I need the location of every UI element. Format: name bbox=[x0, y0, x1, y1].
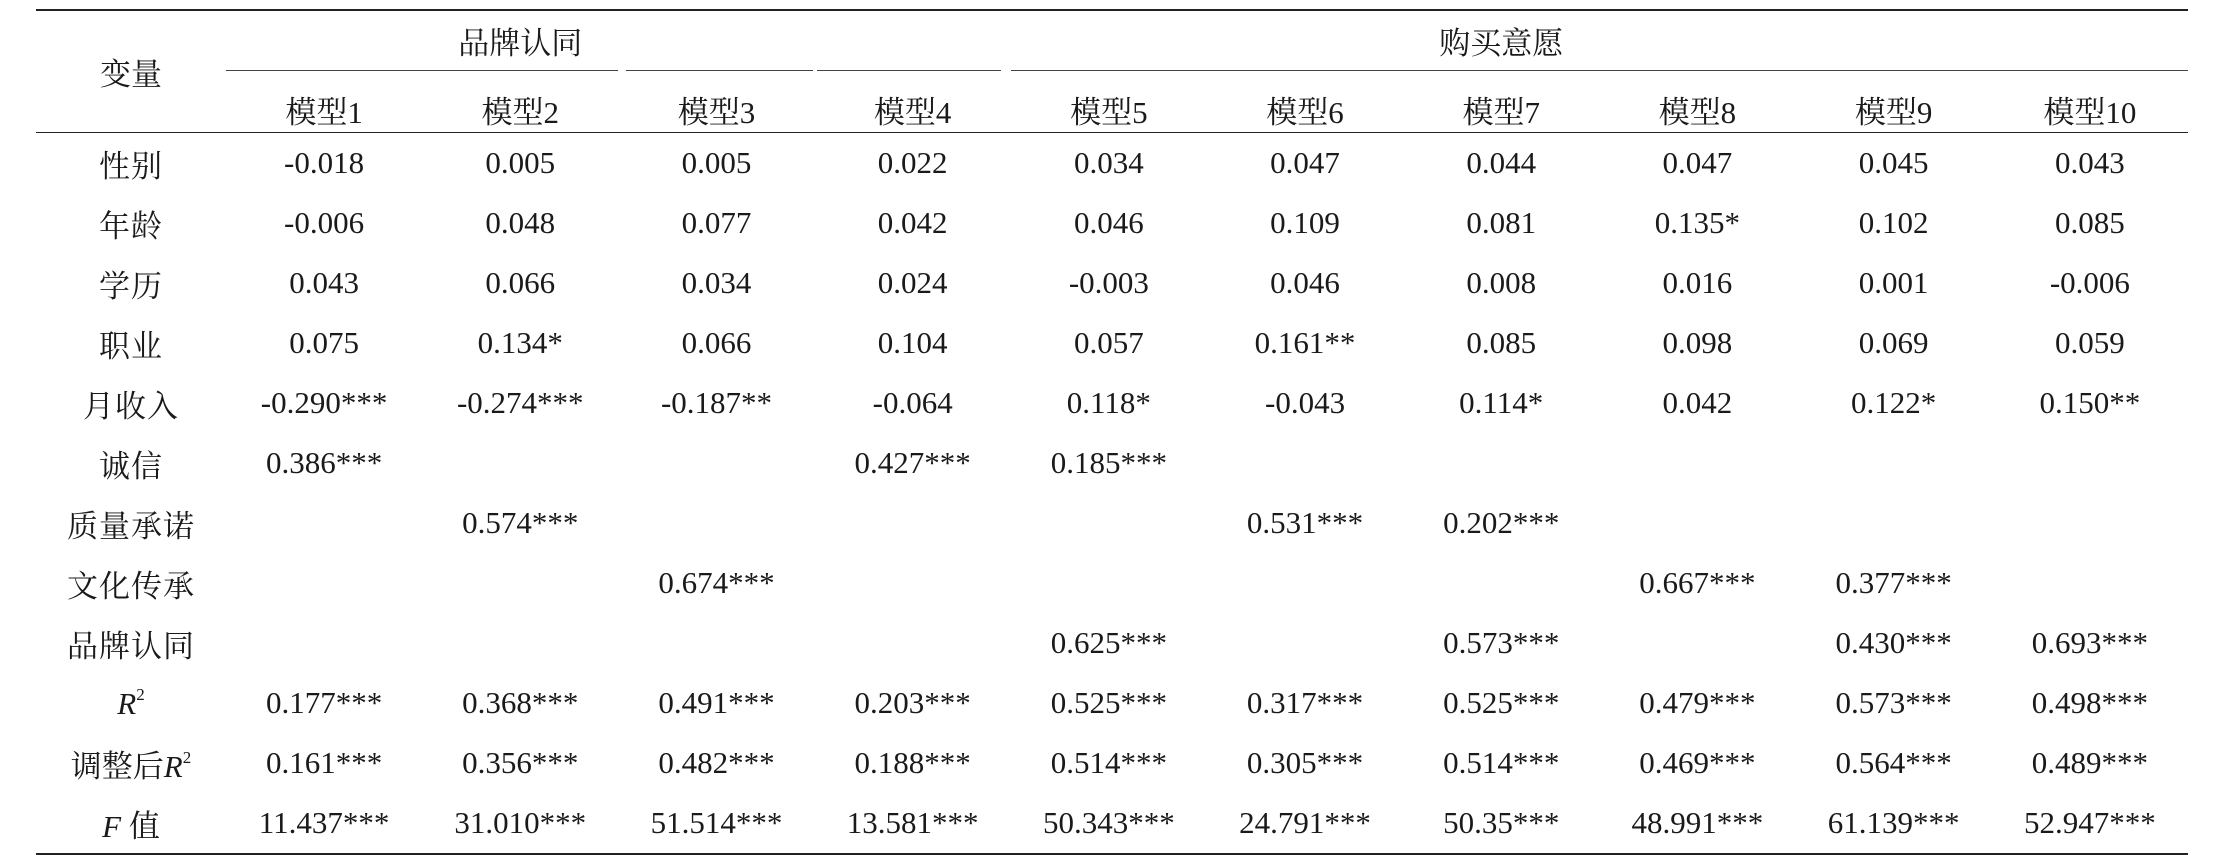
table-cell: 0.667*** bbox=[1639, 565, 1756, 600]
table-cell bbox=[1011, 553, 1207, 613]
model-header bbox=[1403, 70, 1599, 133]
row-label: 文化传承 bbox=[67, 568, 195, 604]
table-cell: 0.114* bbox=[1459, 385, 1544, 420]
table-row bbox=[36, 253, 2188, 313]
table-cell: -0.006 bbox=[2049, 265, 2130, 300]
table-cell: 0.008 bbox=[1466, 265, 1537, 300]
table-cell: 0.005 bbox=[485, 145, 556, 180]
group-underline bbox=[1011, 70, 1207, 71]
table-cell: 0.574*** bbox=[462, 505, 579, 540]
table-cell: 0.042 bbox=[877, 205, 948, 240]
table-cell: 0.427*** bbox=[854, 445, 971, 480]
table-cell: 0.001 bbox=[1858, 265, 1929, 300]
table-cell: 0.525*** bbox=[1443, 685, 1560, 720]
table-cell bbox=[1992, 493, 2188, 553]
table-cell bbox=[1599, 493, 1795, 553]
table-row bbox=[36, 433, 2188, 493]
table-cell: 0.047 bbox=[1662, 145, 1733, 180]
table-cell bbox=[422, 433, 618, 493]
table-cell: 0.514*** bbox=[1443, 745, 1560, 780]
table-cell: 0.043 bbox=[289, 265, 359, 300]
model-header bbox=[1992, 70, 2188, 133]
model-label: 模型7 bbox=[1462, 95, 1540, 130]
table-cell bbox=[226, 613, 422, 673]
stat-row-adj-r2 bbox=[36, 733, 2188, 793]
table-cell: -0.003 bbox=[1068, 265, 1149, 300]
table-cell bbox=[422, 613, 618, 673]
stat-row-f bbox=[36, 793, 2188, 854]
table-cell: 0.491*** bbox=[658, 685, 775, 720]
table-row bbox=[36, 193, 2188, 253]
table-cell: 0.034 bbox=[681, 265, 752, 300]
table-cell bbox=[1207, 553, 1403, 613]
row-label bbox=[36, 793, 226, 854]
row-label: 质量承诺 bbox=[67, 508, 195, 544]
model-header bbox=[1796, 70, 1992, 133]
row-label: 学历 bbox=[99, 268, 163, 304]
group-label: 品牌认同 bbox=[458, 26, 583, 61]
table-cell: 0.368*** bbox=[462, 685, 579, 720]
table-cell: 0.573*** bbox=[1443, 625, 1560, 660]
table-cell: 0.479*** bbox=[1639, 685, 1756, 720]
label-symbol: F bbox=[102, 808, 122, 844]
table-cell: -0.043 bbox=[1265, 385, 1346, 420]
label-prefix: 调整后 bbox=[70, 748, 164, 784]
table-cell: 0.482*** bbox=[658, 745, 775, 780]
table-cell bbox=[422, 553, 618, 613]
table-cell: 0.047 bbox=[1270, 145, 1340, 180]
table-cell: 50.35*** bbox=[1403, 793, 1599, 854]
table-cell: -0.064 bbox=[872, 385, 953, 420]
table-cell: 52.947*** bbox=[1992, 793, 2188, 854]
table-cell: 0.161*** bbox=[265, 745, 383, 780]
row-label: 品牌认同 bbox=[67, 628, 195, 664]
table-cell: 0.075 bbox=[289, 325, 359, 360]
table-cell: 0.514*** bbox=[1050, 745, 1167, 780]
label-superscript: 2 bbox=[182, 747, 192, 767]
group-header-purchase-intention bbox=[815, 10, 2188, 70]
table-cell: 0.177*** bbox=[265, 685, 383, 720]
table-row bbox=[36, 493, 2188, 553]
table-cell bbox=[1599, 613, 1795, 673]
table-cell: 0.066 bbox=[681, 325, 752, 360]
group-underline bbox=[226, 70, 422, 71]
row-label: 性别 bbox=[99, 148, 163, 184]
table-cell: 0.674*** bbox=[658, 565, 775, 600]
table-cell bbox=[1796, 493, 1992, 553]
table-cell: -0.018 bbox=[284, 145, 365, 180]
model-label: 模型3 bbox=[677, 95, 756, 130]
table-cell: 0.386*** bbox=[265, 445, 383, 480]
table-cell: 0.118* bbox=[1066, 385, 1151, 420]
table-cell bbox=[815, 493, 1011, 553]
label-symbol: R bbox=[163, 748, 183, 784]
table-cell bbox=[1796, 433, 1992, 493]
table-cell bbox=[1011, 493, 1207, 553]
model-header bbox=[422, 70, 618, 133]
table-cell bbox=[815, 613, 1011, 673]
model-header bbox=[1207, 70, 1403, 133]
label-superscript: 2 bbox=[136, 684, 145, 704]
table-cell: 0.430*** bbox=[1835, 625, 1952, 660]
table-cell bbox=[815, 553, 1011, 613]
table-cell: 0.202*** bbox=[1443, 505, 1560, 540]
group-underline bbox=[817, 70, 1001, 71]
table-cell bbox=[1992, 553, 2188, 613]
model-label: 模型4 bbox=[873, 95, 952, 130]
table-cell: 0.085 bbox=[2054, 205, 2125, 240]
table-cell: -0.006 bbox=[284, 205, 365, 240]
table-cell: 11.437*** bbox=[226, 793, 422, 854]
table-cell: 0.109 bbox=[1270, 205, 1340, 240]
table-cell: 0.077 bbox=[681, 205, 752, 240]
table-cell: 0.034 bbox=[1073, 145, 1144, 180]
model-header bbox=[618, 70, 814, 133]
table-cell: 0.150** bbox=[2039, 385, 2141, 420]
group-underline bbox=[626, 70, 812, 71]
variable-header: 变量 bbox=[36, 10, 226, 133]
table-cell bbox=[226, 553, 422, 613]
table-cell: 50.343*** bbox=[1011, 793, 1207, 854]
group-underline bbox=[1599, 70, 1795, 71]
row-label bbox=[36, 733, 226, 793]
group-header-brand-identity bbox=[226, 10, 815, 70]
table-cell: 0.469*** bbox=[1639, 745, 1756, 780]
table-cell: 0.048 bbox=[485, 205, 556, 240]
model-header bbox=[815, 70, 1011, 133]
table-cell: 0.498*** bbox=[2031, 685, 2148, 720]
model-label: 模型9 bbox=[1854, 95, 1933, 130]
table-cell: 0.135* bbox=[1654, 205, 1741, 240]
table-cell bbox=[1599, 433, 1795, 493]
table-cell: 0.059 bbox=[2054, 325, 2125, 360]
table-cell: 0.122* bbox=[1850, 385, 1937, 420]
table-cell: 0.489*** bbox=[2031, 745, 2148, 780]
table-cell: 0.203*** bbox=[854, 685, 971, 720]
group-label: 购买意愿 bbox=[1439, 26, 1564, 61]
row-label: 年龄 bbox=[99, 208, 163, 244]
table-cell: -0.187** bbox=[660, 385, 773, 420]
table-cell: 0.305*** bbox=[1246, 745, 1364, 780]
group-underline bbox=[1207, 70, 1403, 71]
model-label: 模型5 bbox=[1070, 95, 1148, 130]
table-cell: 61.139*** bbox=[1796, 793, 1992, 854]
row-label: 诚信 bbox=[99, 448, 163, 484]
table-row bbox=[36, 553, 2188, 613]
table-cell: 0.043 bbox=[2054, 145, 2125, 180]
table-cell: 0.134* bbox=[477, 325, 563, 360]
model-label: 模型1 bbox=[285, 95, 363, 130]
table-cell bbox=[618, 493, 814, 553]
table-cell: 0.525*** bbox=[1050, 685, 1167, 720]
label-suffix: 值 bbox=[121, 808, 160, 844]
group-underline bbox=[422, 70, 618, 71]
table-cell bbox=[226, 493, 422, 553]
table-cell bbox=[618, 433, 814, 493]
table-cell bbox=[1207, 613, 1403, 673]
table-cell: 0.185*** bbox=[1050, 445, 1167, 480]
table-cell: 0.102 bbox=[1858, 205, 1929, 240]
table-cell: 0.161** bbox=[1254, 325, 1356, 360]
table-cell: 0.693*** bbox=[2031, 625, 2148, 660]
model-label: 模型2 bbox=[481, 95, 560, 130]
table-cell: 0.098 bbox=[1662, 325, 1733, 360]
row-label: 月收入 bbox=[83, 388, 179, 424]
table-cell bbox=[1403, 433, 1599, 493]
table-cell: -0.290*** bbox=[260, 385, 388, 420]
table-cell: 0.046 bbox=[1073, 205, 1144, 240]
table-cell: 0.046 bbox=[1270, 265, 1340, 300]
table-cell: 0.005 bbox=[681, 145, 752, 180]
table-cell: 48.991*** bbox=[1599, 793, 1795, 854]
table-row bbox=[36, 613, 2188, 673]
table-cell: 0.188*** bbox=[854, 745, 971, 780]
table-cell: 0.057 bbox=[1073, 325, 1144, 360]
table-cell: 0.016 bbox=[1662, 265, 1733, 300]
label-symbol: R bbox=[117, 685, 137, 721]
table-cell: 0.066 bbox=[485, 265, 556, 300]
row-label: 职业 bbox=[99, 328, 163, 364]
model-label: 模型6 bbox=[1266, 95, 1344, 130]
table-cell: 0.377*** bbox=[1835, 565, 1952, 600]
table-cell: 0.069 bbox=[1858, 325, 1929, 360]
table-cell: 24.791*** bbox=[1207, 793, 1403, 854]
model-header bbox=[226, 70, 422, 133]
table-cell: 0.045 bbox=[1858, 145, 1929, 180]
table-cell bbox=[618, 613, 814, 673]
table-cell: 0.085 bbox=[1466, 325, 1537, 360]
table-cell bbox=[1403, 553, 1599, 613]
model-label: 模型8 bbox=[1658, 95, 1737, 130]
table-row bbox=[36, 133, 2188, 194]
model-header bbox=[1011, 70, 1207, 133]
table-cell: 31.010*** bbox=[422, 793, 618, 854]
table-cell: 51.514*** bbox=[618, 793, 814, 854]
model-label: 模型10 bbox=[2043, 95, 2137, 130]
table-cell bbox=[1992, 433, 2188, 493]
table-cell: 0.104 bbox=[877, 325, 948, 360]
table-cell: 0.081 bbox=[1466, 205, 1537, 240]
model-header bbox=[1599, 70, 1795, 133]
table-cell: 13.581*** bbox=[815, 793, 1011, 854]
table-cell: 0.042 bbox=[1662, 385, 1733, 420]
table-cell: 0.024 bbox=[877, 265, 948, 300]
table-row bbox=[36, 373, 2188, 433]
table-cell: 0.022 bbox=[877, 145, 948, 180]
table-cell: -0.274*** bbox=[456, 385, 584, 420]
table-cell: 0.317*** bbox=[1246, 685, 1364, 720]
table-cell: 0.573*** bbox=[1835, 685, 1952, 720]
table-cell: 0.531*** bbox=[1246, 505, 1364, 540]
table-cell: 0.625*** bbox=[1050, 625, 1167, 660]
row-label bbox=[36, 673, 226, 733]
regression-table bbox=[36, 9, 2188, 855]
group-underline bbox=[1796, 70, 1992, 71]
table-cell: 0.356*** bbox=[462, 745, 579, 780]
stat-row-r2 bbox=[36, 673, 2188, 733]
table-cell: 0.564*** bbox=[1835, 745, 1952, 780]
table-cell: 0.044 bbox=[1466, 145, 1537, 180]
group-underline bbox=[1992, 70, 2188, 71]
table-row bbox=[36, 313, 2188, 373]
table-cell bbox=[1207, 433, 1403, 493]
group-underline bbox=[1403, 70, 1599, 71]
